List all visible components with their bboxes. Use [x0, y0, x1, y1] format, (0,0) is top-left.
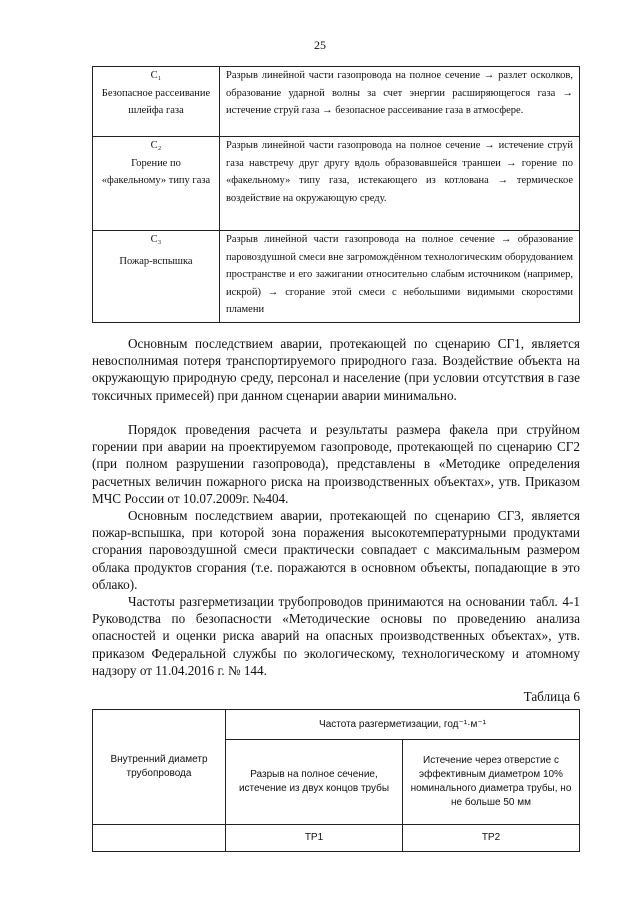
scenario-description: Разрыв линейной части газопровода на полное сечение → образование паровоздушной смеси вне загромождённом технологическим оборудованием пространстве и его зажигании относительно слабым источником (например, искрой) → сгорание этой смеси с небольшими видимыми скоростями пламени	[220, 231, 580, 323]
paragraph-1	[92, 335, 580, 404]
paragraph-text: Порядок проведения расчета и результаты размера факела при струйном горении при аварии на проектируемом газопроводе, протекающей по сценарию СГ2 (при полном разрушении газопровода), представлены в «Методике определения расчетных величин пожарного риска на производственных объектах», утв. Приказом МЧС России от 10.07.2009г. №404.	[92, 422, 580, 506]
scenario-row-1	[93, 67, 580, 137]
scenario-description: Разрыв линейной части газопровода на полное сечение → истечение струй газа навстречу друг другу вдоль образовавшейся траншеи → горение по «факельному» типу газа, истекающего из котлована → термическое воздействие на окружающую среду.	[220, 137, 580, 231]
frequency-code-row	[93, 825, 580, 852]
scenario-row-3	[93, 231, 580, 323]
scenario-code: C₂	[150, 140, 162, 151]
table-caption: Таблица 6	[523, 689, 580, 704]
scenario-code: C₃	[150, 234, 162, 245]
scenario-label: Пожар-вспышка	[119, 255, 193, 267]
paragraph-2	[92, 421, 580, 507]
full-rupture-header: Разрыв на полное сечение, истечение из двух концов трубы	[226, 740, 403, 825]
scenario-description: Разрыв линейной части газопровода на полное сечение → разлет осколков, образование ударной волны за счет энергии расширяющегося газа → истечение струй газа → безопасное рассеивание газа в атмосфере.	[220, 67, 580, 137]
page-number: 25	[314, 38, 326, 52]
scenario-row-2	[93, 137, 580, 231]
paragraph-4	[92, 593, 580, 679]
scenario-code: C₁	[150, 70, 162, 81]
scenario-cell-1	[93, 67, 220, 137]
diameter-header: Внутренний диаметр трубопровода	[93, 710, 226, 825]
frequency-header-row	[93, 710, 580, 740]
frequency-table	[92, 709, 580, 852]
code-tp2: ТР2	[403, 825, 580, 852]
empty-cell	[93, 825, 226, 852]
scenario-label: Горение по «факельному» типу газа	[101, 157, 211, 186]
hole-leak-header: Истечение через отверстие с эффективным диаметром 10% номинального диаметра трубы, но не больше 50 мм	[403, 740, 580, 825]
scenario-cell-3	[93, 231, 220, 323]
paragraph-text: Основным последствием аварии, протекающей по сценарию СГ3, является пожар-вспышка, при которой зона поражения высокотемпературными продуктами сгорания паровоздушной смеси практически совпадает с максимальным размером облака продуктов сгорания (т.е. поражаются в основном объекты, попадающие в это облако).	[92, 508, 580, 592]
frequency-group-header: Частота разгерметизации, год⁻¹·м⁻¹	[226, 710, 580, 740]
scenario-label: Безопасное рассеивание шлейфа газа	[101, 87, 211, 116]
code-tp1: ТР1	[226, 825, 403, 852]
paragraph-text: Частоты разгерметизации трубопроводов принимаются на основании табл. 4-1 Руководства по безопасности «Методические основы по проведению анализа опасностей и оценки риска аварий на опасных производственных объектах», утв. приказом Федеральной службы по экологическому, технологическому и атомному надзору от 11.04.2016 г. № 144.	[92, 594, 580, 678]
paragraph-3	[92, 507, 580, 593]
paragraph-text: Основным последствием аварии, протекающей по сценарию СГ1, является невосполнимая потеря транспортируемого природного газа. Воздействие объекта на окружающую природную среду, персонал и население (при условии отсутствия в газе токсичных примесей) при данном сценарии аварии минимально.	[92, 336, 580, 403]
scenario-table	[92, 66, 580, 323]
scenario-cell-2	[93, 137, 220, 231]
